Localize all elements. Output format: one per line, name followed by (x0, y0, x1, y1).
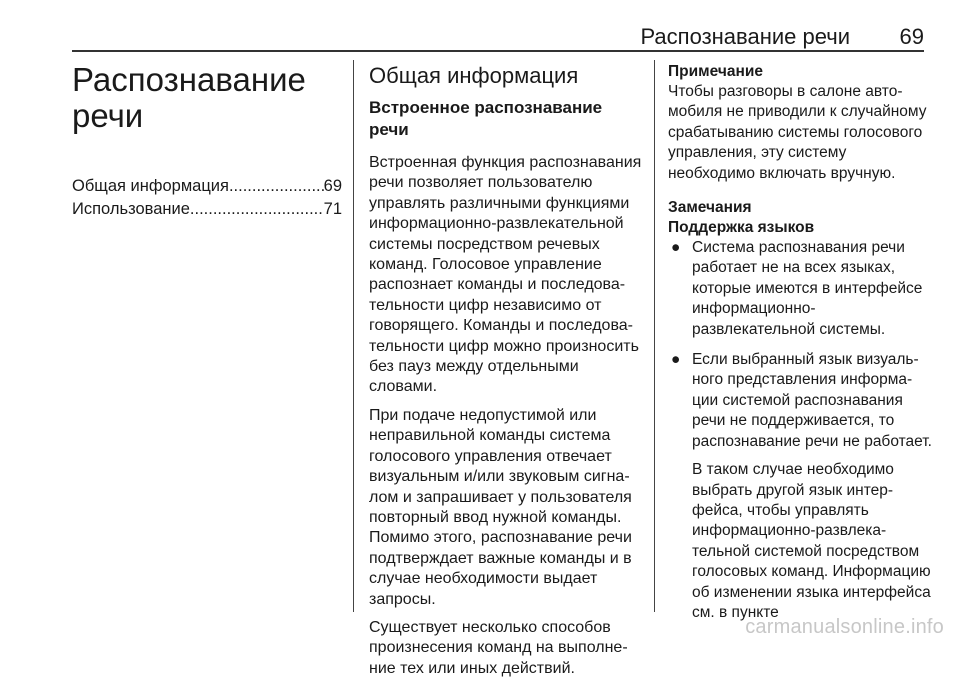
table-of-contents (72, 175, 342, 221)
toc-leader-dots (190, 198, 324, 221)
column-divider-2 (654, 60, 655, 612)
bullet-text: В таком случае необходимо выбрать другой язык интерфейса, чтобы управлять информационно-развлекательной системой посредством голосовых команд. Информацию об изменении языка интерфейса см. в пункте (692, 461, 931, 621)
bullet-text: Если выбранный язык визуального представления информации системой распознавания речи не поддерживается, то распознавание речи не работает. (692, 351, 932, 450)
subsection-title: Встроенное распознавание речи (369, 98, 603, 139)
watermark: carmanualsonline.info (745, 616, 944, 638)
column-general-info (369, 62, 645, 687)
toc-entry-label: Использование (72, 200, 190, 218)
toc-entry-page: 71 (323, 200, 342, 218)
note-heading: Примечание (668, 63, 763, 80)
toc-entry-page: 69 (323, 177, 342, 195)
note-text: Чтобы разговоры в салоне автомобиля не приводили к случайному срабатыванию системы голосового управления, эту систему необходимо включать вручную. (668, 83, 927, 182)
toc-entry-usage[interactable] (72, 198, 342, 221)
header-rule (72, 50, 924, 52)
page-number: 69 (899, 24, 924, 49)
paragraph: Существует несколько способов произнесения команд на выполнение тех или иных действий. (369, 618, 628, 677)
paragraph: Встроенная функция распознавания речи позволяет пользователю управлять различными функциями информационно-развлекательной системы посредством речевых команд. Голосовое управление распознает команды и последовательности цифр независимо от говорящего. Команды и последовательности цифр можно произносить без пауз между отдельными словами. (369, 154, 642, 396)
bullet-text: Система распознавания речи работает не на всех языках, которые имеются в интерфейсе информационно-развлекательной системы. (692, 239, 923, 338)
bullet-item (668, 350, 932, 623)
bullet-icon: ● (671, 239, 681, 257)
bullet-item (668, 238, 932, 340)
toc-entry-general[interactable] (72, 175, 342, 198)
language-support-heading: Поддержка языков (668, 219, 815, 237)
bullet-icon: ● (671, 351, 681, 369)
notes-heading: Замечания (668, 199, 752, 217)
column-divider-1 (353, 60, 354, 612)
column-notes (668, 62, 932, 633)
section-title: Общая информация (369, 63, 579, 88)
header-title: Распознавание речи (640, 24, 850, 49)
page-header (0, 0, 960, 50)
toc-leader-dots (229, 175, 324, 198)
toc-entry-label: Общая информация (72, 177, 229, 195)
paragraph: При подаче недопустимой или неправильной команды система голосового управления отвечает визуальным и/или звуковым сигналом и запрашивает у пользователя повторный ввод нужной команды. Помимо этого, распознавание речи подтверждает важные команды и в случае необходимости выдает запросы. (369, 406, 632, 608)
bullet-list (668, 238, 932, 623)
chapter-title: Распознавание речи (72, 61, 306, 134)
